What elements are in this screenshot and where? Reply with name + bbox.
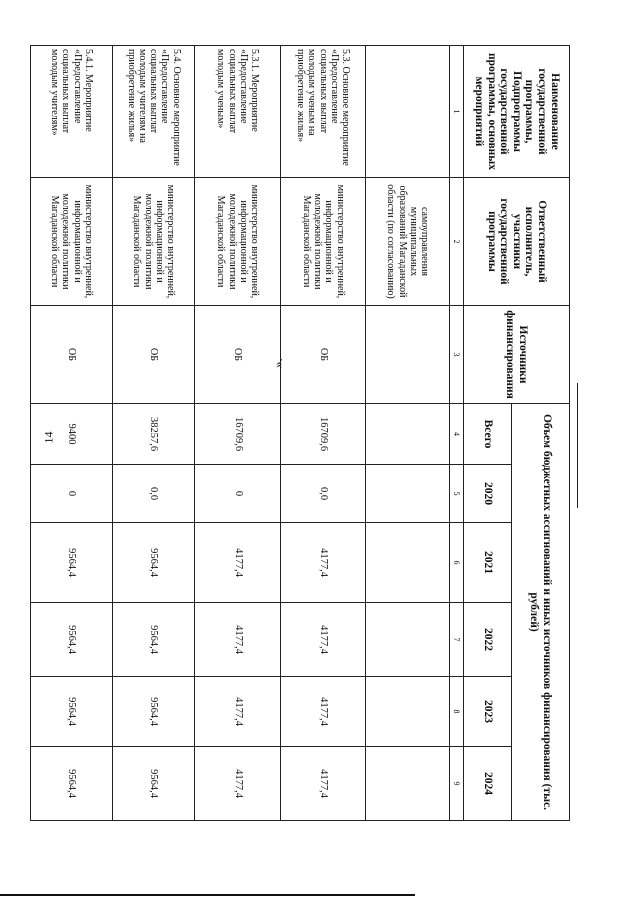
table-row bbox=[112, 46, 195, 821]
cell-value: 0,0 bbox=[280, 465, 365, 523]
cell-source bbox=[366, 306, 450, 404]
cell-value: 9564,4 bbox=[31, 747, 113, 821]
cell-value bbox=[366, 677, 450, 747]
page-number: 14 bbox=[41, 431, 56, 444]
column-number-row bbox=[450, 46, 464, 821]
cell-name: 5.3. Основное мероприятие «Предоставление социальных выплат молодым ученым на приобретение жилья» bbox=[280, 46, 365, 178]
cell-source: ОБ bbox=[280, 306, 365, 404]
cell-value bbox=[366, 747, 450, 821]
column-number: 3 bbox=[450, 306, 464, 404]
header-year: 2022 bbox=[464, 603, 512, 677]
column-number: 9 bbox=[450, 747, 464, 821]
cell-value: 4177,4 bbox=[280, 747, 365, 821]
cell-value bbox=[366, 603, 450, 677]
column-number: 7 bbox=[450, 603, 464, 677]
table-row bbox=[366, 46, 450, 821]
cell-value: 9564,4 bbox=[31, 677, 113, 747]
table-row bbox=[280, 46, 365, 821]
cell-name: 5.3.1. Мероприятие «Предоставление социальных выплат молодым ученым» bbox=[195, 46, 280, 178]
cell-value bbox=[366, 465, 450, 523]
cell-value: 9564,4 bbox=[31, 523, 113, 603]
header-executor: Ответственный исполнитель, участники государственной программы bbox=[464, 178, 570, 306]
table-row bbox=[31, 46, 113, 821]
column-number: 6 bbox=[450, 523, 464, 603]
cell-source: ОБ bbox=[195, 306, 280, 404]
cell-value: 4177,4 bbox=[195, 747, 280, 821]
column-number: 8 bbox=[450, 677, 464, 747]
cell-source: ОБ bbox=[112, 306, 195, 404]
header-year: 2020 bbox=[464, 465, 512, 523]
cell-executor: министерство внутренней, информационной и молодежной политики Магаданской области bbox=[195, 178, 280, 306]
cell-value bbox=[366, 523, 450, 603]
cell-value: 16709,6 bbox=[280, 404, 365, 465]
cell-value: 0,0 bbox=[112, 465, 195, 523]
cell-value: 0 bbox=[195, 465, 280, 523]
cell-name: 5.4. Основное мероприятие «Предоставление социальных выплат молодым учителям на приобретение жилья» bbox=[112, 46, 195, 178]
cell-executor: министерство внутренней, информационной и молодежной политики Магаданской области bbox=[280, 178, 365, 306]
header-year: 2023 bbox=[464, 677, 512, 747]
cell-value: 16709,6 bbox=[195, 404, 280, 465]
table-row bbox=[195, 46, 280, 821]
cell-value bbox=[366, 404, 450, 465]
column-number: 4 bbox=[450, 404, 464, 465]
cell-value: 9564,4 bbox=[112, 677, 195, 747]
closing-quote-mark: ». bbox=[270, 358, 285, 368]
cell-executor: министерство внутренней, информационной и молодежной политики Магаданской области bbox=[112, 178, 195, 306]
cell-executor: самоуправления муниципальных образований Магаданской области (по согласованию) bbox=[366, 178, 450, 306]
cell-value: 9400 bbox=[31, 404, 113, 465]
signature-line bbox=[577, 383, 578, 508]
header-volume-group: Объем бюджетных ассигнований и иных источников финансирования (тыс. рублей) bbox=[512, 404, 570, 821]
cell-name: 5.4.1. Мероприятие «Предоставление социальных выплат молодым учителям» bbox=[31, 46, 113, 178]
cell-value: 4177,4 bbox=[195, 603, 280, 677]
column-number: 1 bbox=[450, 46, 464, 178]
header-name: Наименование государственной программы, Подпрограммы государственной программы, основных мероприятий bbox=[464, 46, 570, 178]
header-sources: Источники финансирования bbox=[464, 306, 570, 404]
budget-table bbox=[30, 45, 570, 821]
column-number: 5 bbox=[450, 465, 464, 523]
cell-executor: министерство внутренней, информационной и молодежной политики Магаданской области bbox=[31, 178, 113, 306]
cell-value: 4177,4 bbox=[195, 677, 280, 747]
header-year: 2021 bbox=[464, 523, 512, 603]
cell-value: 9564,4 bbox=[112, 747, 195, 821]
column-number: 2 bbox=[450, 178, 464, 306]
cell-value: 4177,4 bbox=[280, 603, 365, 677]
header-total: Всего bbox=[464, 404, 512, 465]
page-bottom-rule bbox=[0, 894, 415, 896]
cell-value: 9564,4 bbox=[112, 523, 195, 603]
cell-value: 4177,4 bbox=[280, 677, 365, 747]
cell-source: ОБ bbox=[31, 306, 113, 404]
cell-value: 9564,4 bbox=[31, 603, 113, 677]
cell-value: 4177,4 bbox=[280, 523, 365, 603]
cell-value: 38257,6 bbox=[112, 404, 195, 465]
cell-name bbox=[366, 46, 450, 178]
header-year: 2024 bbox=[464, 747, 512, 821]
cell-value: 9564,4 bbox=[112, 603, 195, 677]
cell-value: 0 bbox=[31, 465, 113, 523]
rotated-table-container bbox=[30, 45, 570, 820]
cell-value: 4177,4 bbox=[195, 523, 280, 603]
